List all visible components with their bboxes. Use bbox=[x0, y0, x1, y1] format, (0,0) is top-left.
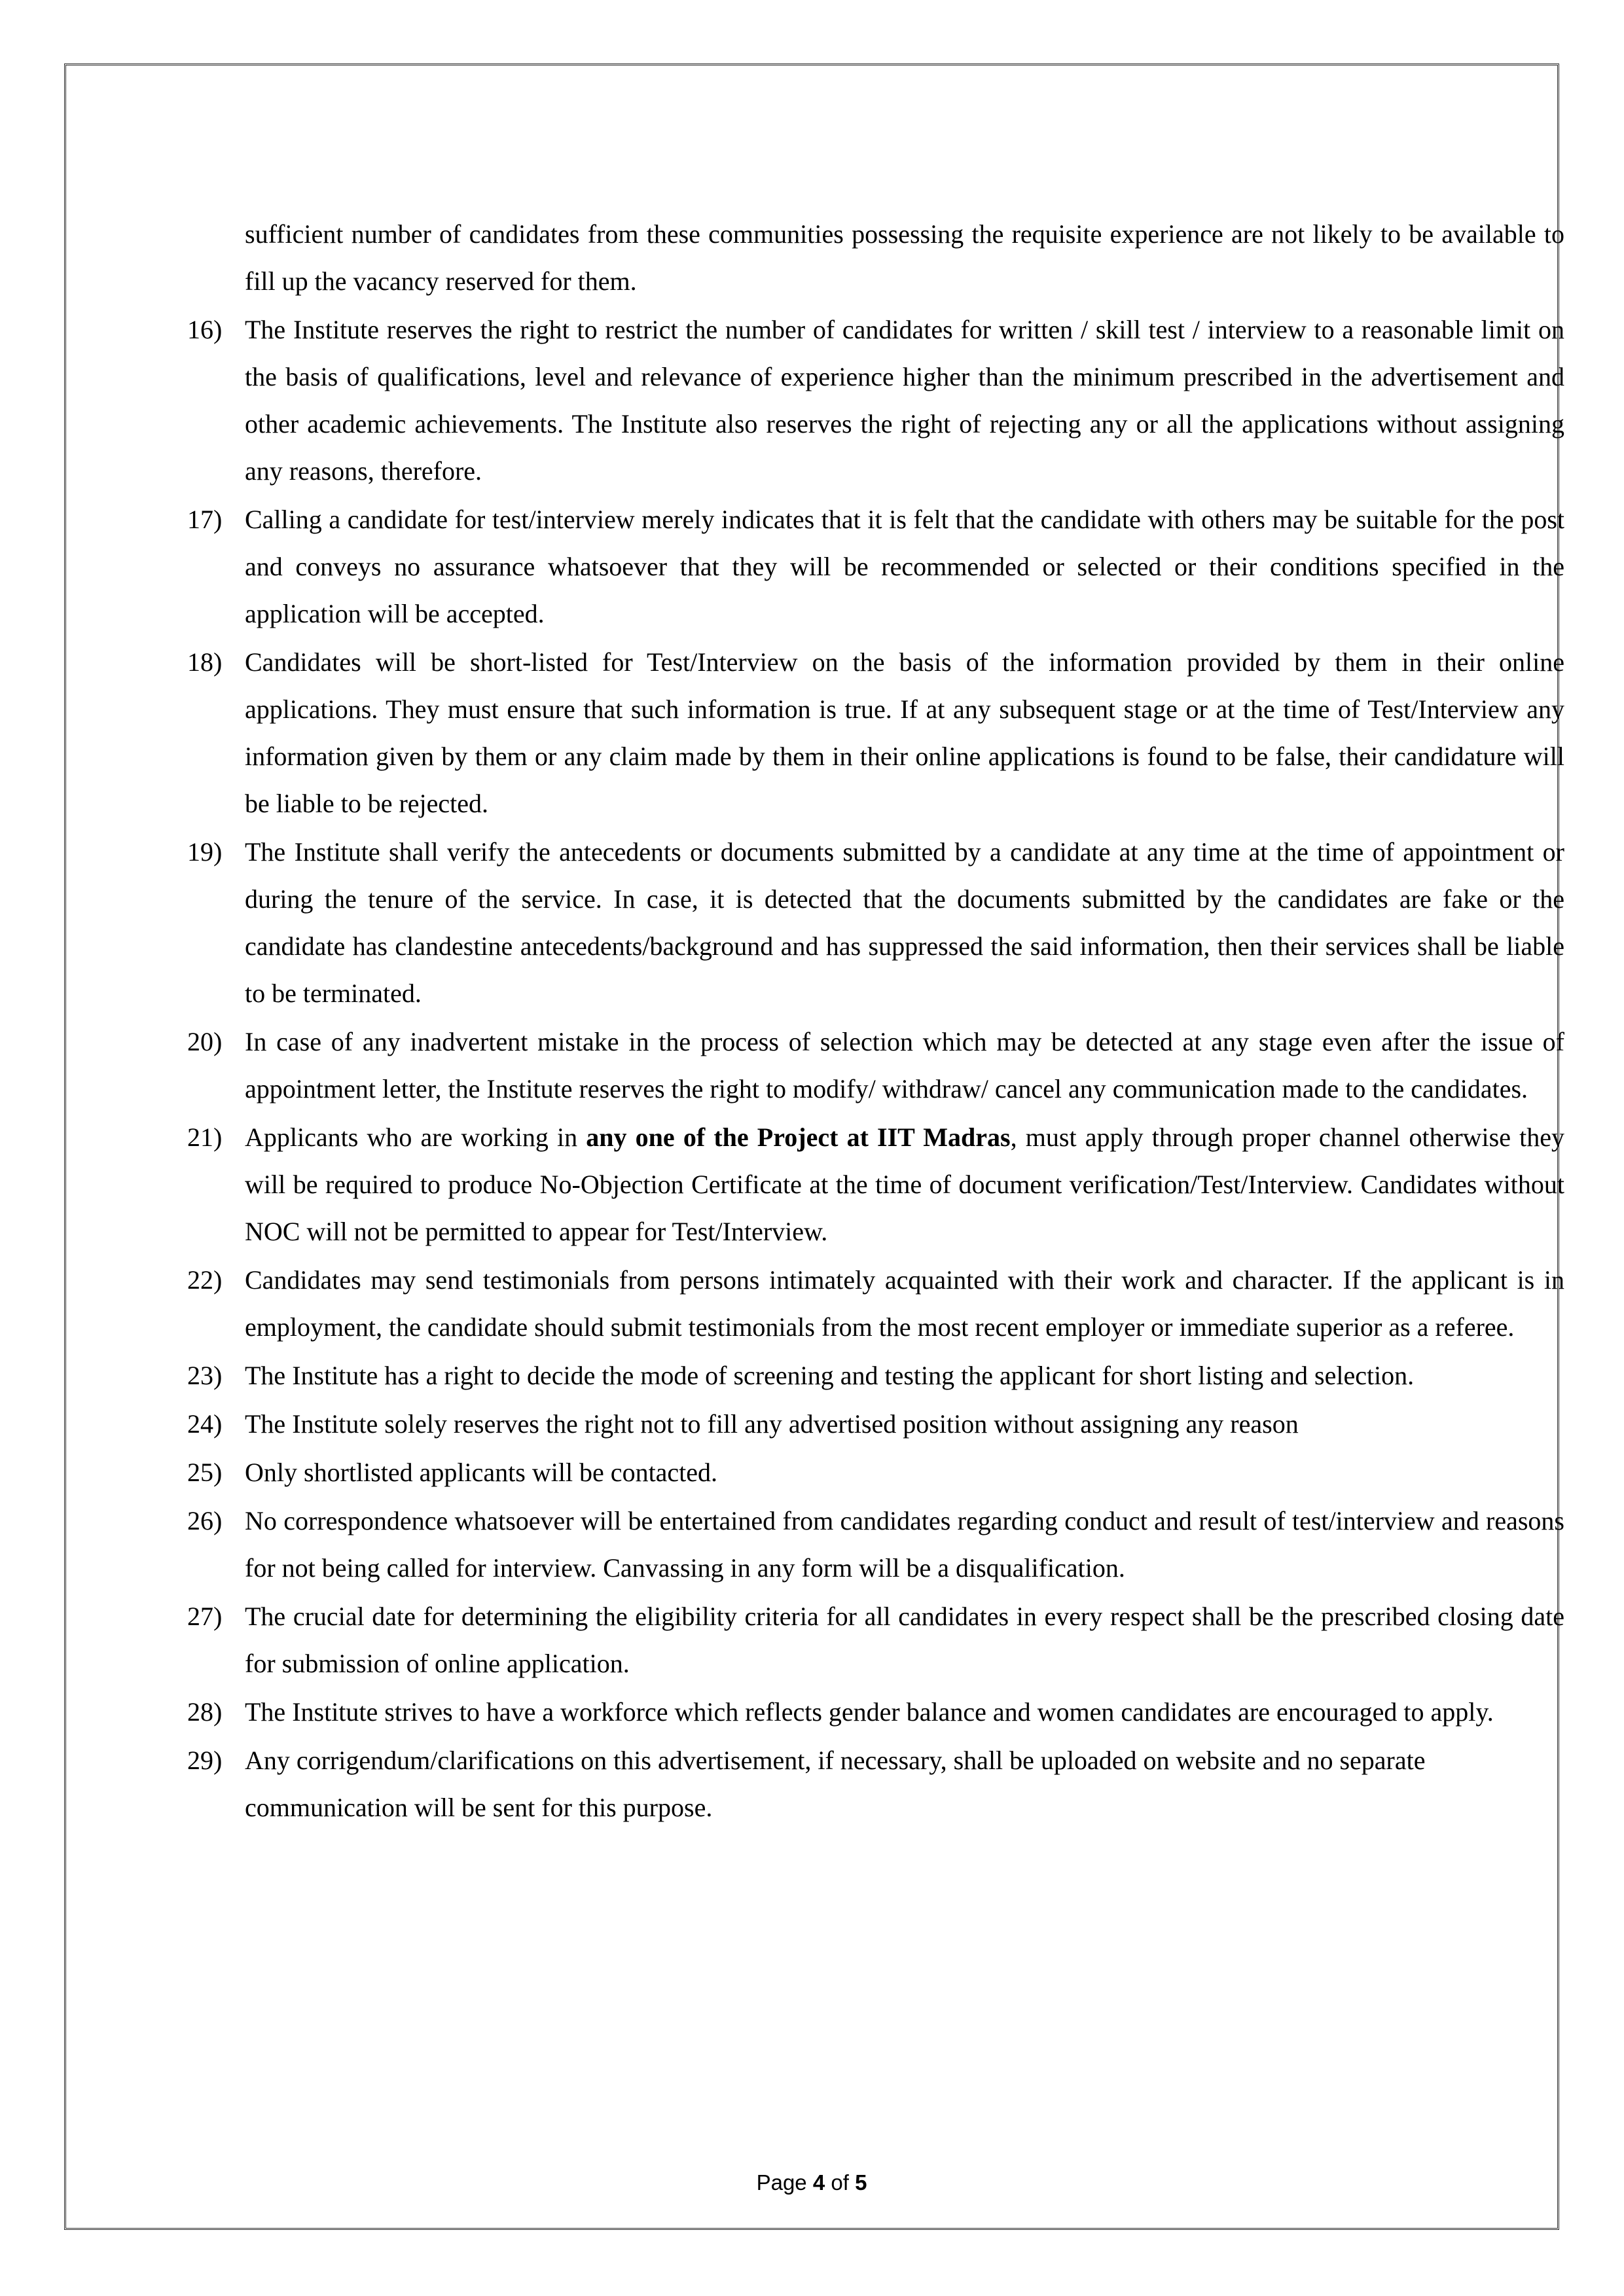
list-item bbox=[187, 1018, 1564, 1113]
list-item-text: The Institute has a right to decide the mode of screening and testing the applicant for short listing and selection. bbox=[245, 1361, 1415, 1390]
list-item-text bbox=[245, 1114, 1564, 1255]
list-item-number: 21) bbox=[187, 1122, 223, 1152]
list-item bbox=[187, 1352, 1564, 1399]
list-item-text: Candidates will be short-listed for Test/Interview on the basis of the information provided by them in their online applications. They must ensure that such information is true. If at any subsequent stage or at the time of Test/Interview any information given by them or any claim made by them in their online applications is found to be false, their candidature will be liable to be rejected. bbox=[245, 647, 1564, 818]
list-item-text: The Institute solely reserves the right not to fill any advertised position without assigning any reason bbox=[245, 1409, 1299, 1439]
list-item-number: 25) bbox=[187, 1458, 223, 1487]
list-item-number: 18) bbox=[187, 647, 223, 677]
list-item-number: 20) bbox=[187, 1027, 223, 1056]
list-item-text-segment: Applicants who are working in bbox=[245, 1122, 586, 1152]
list-item-emphasis: any one of the Project at IIT Madras bbox=[586, 1122, 1011, 1152]
list-item bbox=[187, 1257, 1564, 1351]
list-item-number: 17) bbox=[187, 505, 223, 534]
list-item-text: The Institute reserves the right to restrict the number of candidates for written / skill test / interview to a reasonable limit on the basis of qualifications, level and relevance of experience higher than the minimum prescribed in the advertisement and other academic achievements. The Institute also reserves the right of rejecting any or all the applications without assigning any reasons, therefore. bbox=[245, 315, 1564, 486]
list-item-text: The Institute shall verify the antecedents or documents submitted by a candidate at any time at the time of appointment or during the tenure of the service. In case, it is detected that the documents submitted by the candidates are fake or the candidate has clandestine antecedents/background and has suppressed the said information, then their services shall be liable to be terminated. bbox=[245, 837, 1564, 1008]
list-item-text: Any corrigendum/clarifications on this advertisement, if necessary, shall be uploaded on website and no separate communication will be sent for this purpose. bbox=[245, 1746, 1426, 1822]
list-item bbox=[187, 1737, 1564, 1831]
list-item-number: 26) bbox=[187, 1506, 223, 1535]
lead-paragraph: sufficient number of candidates from these communities possessing the requisite experience are not likely to be available to fill up the vacancy reserved for them. bbox=[245, 219, 1564, 296]
page-border-frame bbox=[64, 63, 1564, 2230]
list-item bbox=[187, 639, 1564, 827]
list-item-text: The crucial date for determining the eligibility criteria for all candidates in every respect shall be the prescribed closing date for submission of online application. bbox=[245, 1602, 1564, 1678]
list-item bbox=[187, 1593, 1564, 1687]
list-item-number: 22) bbox=[187, 1265, 223, 1295]
footer-current-page: 4 bbox=[812, 2170, 825, 2195]
footer-total-pages: 5 bbox=[855, 2170, 867, 2195]
list-item bbox=[187, 1449, 1564, 1496]
document-body bbox=[187, 211, 1564, 1833]
list-item bbox=[187, 1498, 1564, 1592]
list-item-number: 29) bbox=[187, 1746, 223, 1775]
list-item-text: The Institute strives to have a workforce which reflects gender balance and women candidates are encouraged to apply. bbox=[245, 1697, 1494, 1727]
list-item bbox=[187, 829, 1564, 1017]
list-item-text: No correspondence whatsoever will be entertained from candidates regarding conduct and result of test/interview and reasons for not being called for interview. Canvassing in any form will be a disqualification. bbox=[245, 1506, 1564, 1583]
list-item-text: Candidates may send testimonials from persons intimately acquainted with their work and character. If the applicant is in employment, the candidate should submit testimonials from the most recent employer or immediate superior as a referee. bbox=[245, 1265, 1564, 1342]
list-item-number: 27) bbox=[187, 1602, 223, 1631]
list-item-text: Only shortlisted applicants will be contacted. bbox=[245, 1458, 718, 1487]
terms-and-conditions-list bbox=[187, 306, 1564, 1831]
list-item-text: In case of any inadvertent mistake in the process of selection which may be detected at any stage even after the issue of appointment letter, the Institute reserves the right to modify/ withdraw/ cancel any communication made to the candidates. bbox=[245, 1027, 1564, 1103]
list-item-number: 28) bbox=[187, 1697, 223, 1727]
list-item-text-segment: , must apply through proper channel otherwise they will be required to produce No-Objection Certificate at the time of document verification/Test/Interview. Candidates without NOC will not be permitted to appear for Test/Interview. bbox=[245, 1122, 1564, 1246]
list-item-number: 23) bbox=[187, 1361, 223, 1390]
list-item-number: 16) bbox=[187, 315, 223, 344]
page-footer bbox=[66, 2170, 1557, 2196]
list-item bbox=[187, 1114, 1564, 1255]
list-item bbox=[187, 496, 1564, 637]
list-item-number: 24) bbox=[187, 1409, 223, 1439]
list-item bbox=[187, 1689, 1564, 1736]
list-item-number: 19) bbox=[187, 837, 223, 867]
list-item bbox=[187, 306, 1564, 495]
list-item-text: Calling a candidate for test/interview merely indicates that it is felt that the candidate with others may be suitable for the post and conveys no assurance whatsoever that they will be recommended or selected or their conditions specified in the application will be accepted. bbox=[245, 505, 1564, 628]
footer-of-word: of bbox=[831, 2170, 849, 2195]
list-item bbox=[187, 1401, 1564, 1448]
footer-page-word: Page bbox=[756, 2170, 807, 2195]
